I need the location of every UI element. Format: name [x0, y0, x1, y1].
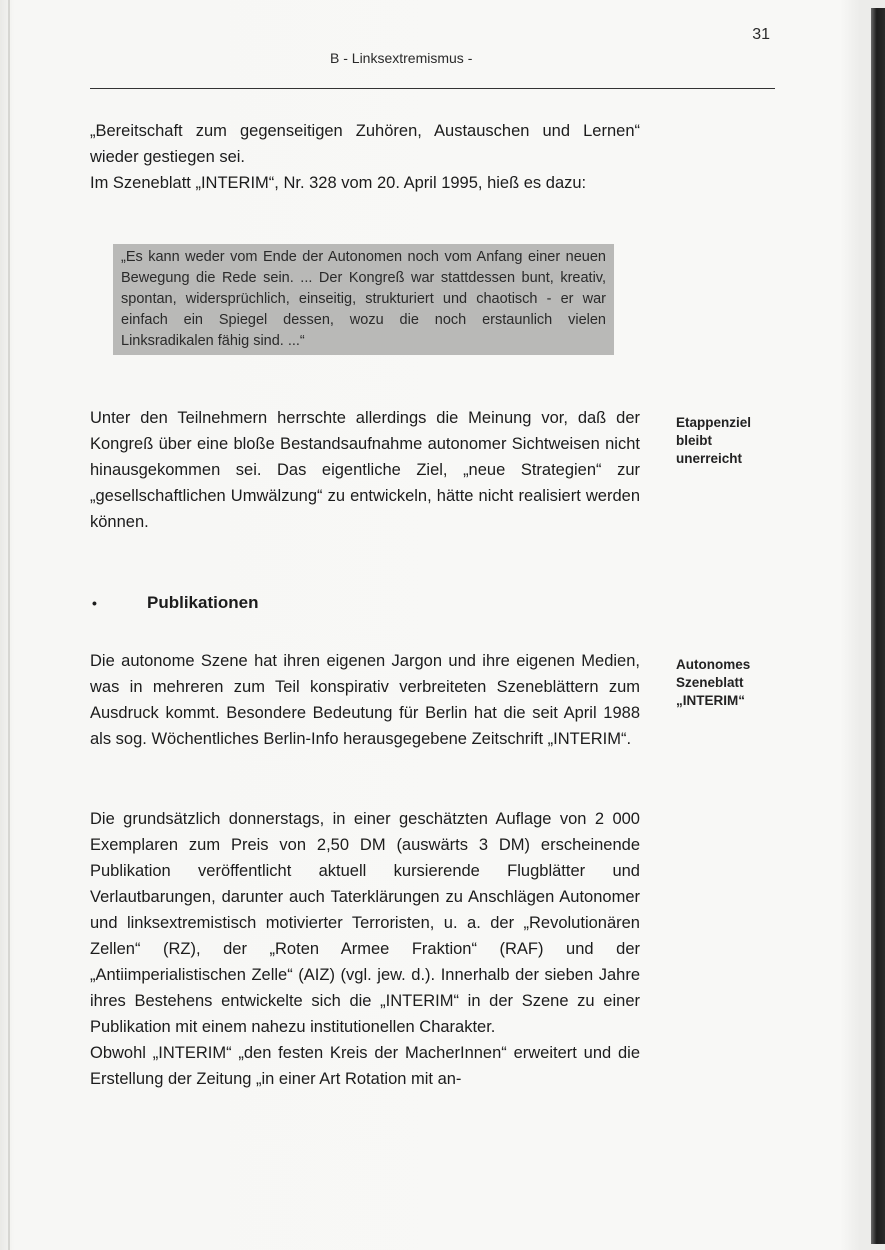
- section-text-continued: [90, 806, 640, 1092]
- margin-note-szeneblatt: [676, 656, 796, 710]
- running-header: B - Linksextremismus -: [330, 50, 473, 66]
- margin-note-line: Autonomes: [676, 657, 751, 672]
- section-heading: [90, 593, 590, 613]
- section-paragraph-3: Obwohl „INTERIM“ „den festen Kreis der MacherInnen“ erweitert und die Erstellung der Zeitung „in einer Art Rotation mit an-: [90, 1044, 640, 1088]
- intro-text: [90, 118, 640, 196]
- book-spine-shadow: [871, 8, 885, 1244]
- margin-note-line: Szeneblatt: [676, 675, 744, 690]
- margin-note-etappenziel: [676, 414, 796, 468]
- margin-note-line: bleibt: [676, 433, 712, 448]
- margin-note-line: unerreicht: [676, 451, 743, 466]
- bullet-icon: •: [92, 595, 97, 611]
- page-left-edge: [8, 0, 10, 1250]
- margin-note-line: Etappenziel: [676, 415, 752, 430]
- paragraph-2: Im Szeneblatt „INTERIM“, Nr. 328 vom 20. April 1995, hieß es dazu:: [90, 174, 587, 192]
- page-number: 31: [752, 26, 770, 43]
- header-rule: [90, 88, 775, 89]
- paragraph-after-quote: Unter den Teilnehmern herrschte allerdings die Meinung vor, daß der Kongreß über eine bloße Bestandsaufnahme autonomer Sichtweisen nicht hinausgekommen sei. Das eigentliche Ziel, „neue Strategien“ zur „gesellschaftlichen Umwälzung“ zu entwickeln, hätte nicht realisiert werden können.: [90, 409, 640, 531]
- margin-note-line: „INTERIM“: [676, 693, 745, 708]
- paragraph-1: „Bereitschaft zum gegenseitigen Zuhören, Austauschen und Lernen“ wieder gestiegen sei.: [90, 122, 640, 166]
- quote-block: „Es kann weder vom Ende der Autonomen noch vom Anfang einer neuen Bewegung die Rede sein. ... Der Kongreß war stattdessen bunt, kreativ, spontan, widersprüchlich, einseitig, strukturiert und chaotisch - er war einfach ein Spiegel dessen, wozu die noch erstaunlich vielen Linksradikalen fähig sind. ...“: [113, 244, 614, 355]
- section-paragraph-2: Die grundsätzlich donnerstags, in einer geschätzten Auflage von 2 000 Exemplaren zum Preis von 2,50 DM (auswärts 3 DM) erscheinende Publikation veröffentlicht aktuell kursierende Flugblätter und Verlautbarungen, darunter auch Taterklärungen zu Anschlägen Autonomer und linksextremistisch motivierter Terroristen, u. a. der „Revolutionären Zellen“ (RZ), der „Roten Armee Fraktion“ (RAF) und der „Antiimperialistischen Zelle“ (AIZ) (vgl. jew. d.). Innerhalb der sieben Jahre ihres Bestehens entwickelte sich die „INTERIM“ in der Szene zu einer Publikation mit einem nahezu institutionellen Charakter.: [90, 810, 640, 1036]
- section-title: Publikationen: [147, 593, 259, 612]
- section-paragraph-1: Die autonome Szene hat ihren eigenen Jargon und ihre eigenen Medien, was in mehreren zum Teil konspirativ verbreiteten Szeneblättern zum Ausdruck kommt. Besondere Bedeutung für Berlin hat die seit April 1988 als sog. Wöchentliches Berlin-Info herausgegebene Zeitschrift „INTERIM“.: [90, 652, 640, 748]
